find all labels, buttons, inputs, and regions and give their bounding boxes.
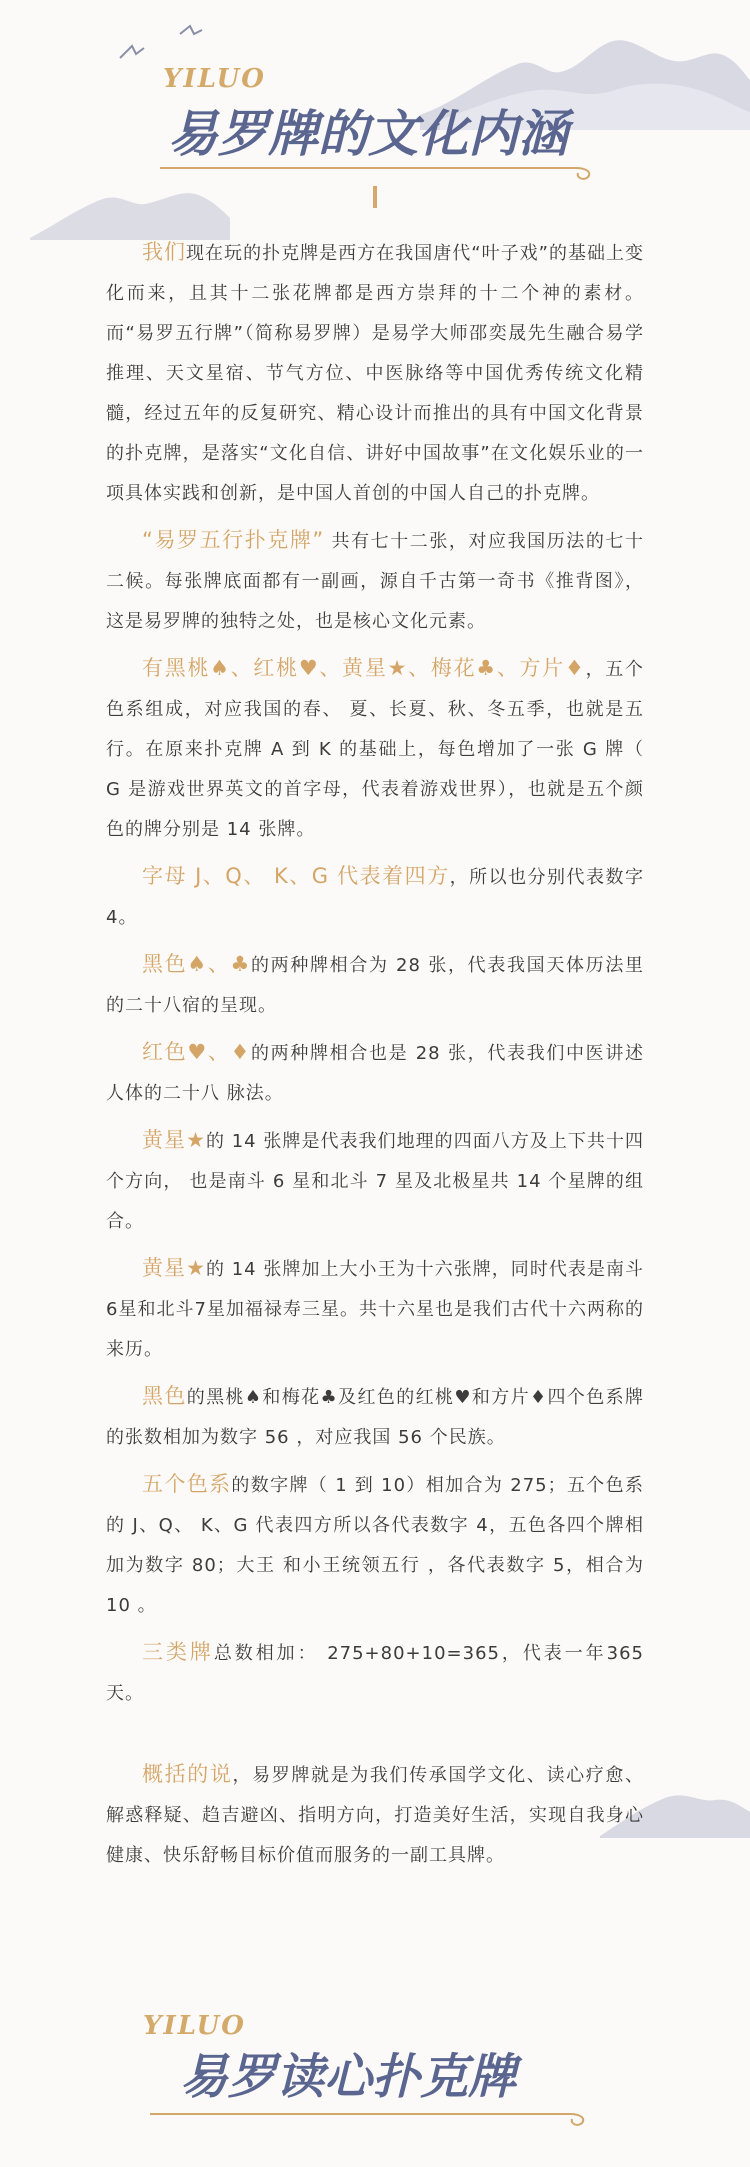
page-title: 易罗牌的文化内涵 (168, 104, 568, 163)
paragraph-text: 的 14 张牌是代表我们地理的四面八方及上下共十四个方向， 也是南斗 6 星和北斗 7 星及北极星共 14 个星牌的组合。 (106, 1131, 644, 1232)
paragraph-highlight: 黑色 (142, 1384, 187, 1408)
paragraph-highlight: 三类牌 (142, 1640, 214, 1664)
title-tick-mark (373, 186, 377, 208)
paragraph-highlight: 黄星★ (142, 1128, 206, 1152)
paragraph-highlight: 红色♥、♦ (142, 1040, 251, 1064)
paragraph-highlight: 有黑桃♠、红桃♥、黄星★、梅花♣、方片♦ (142, 656, 586, 680)
paragraph-text: ，五个色系组成，对应我国的春、 夏、长夏、秋、冬五季，也就是五行。在原来扑克牌 A 到 K 的基础上，每色增加了一张 G 牌（ G 是游戏世界英文的首字母，代表着游戏世界），也就是五个颜色的牌分别是 14 张牌。 (106, 659, 645, 840)
paragraph (106, 944, 644, 1026)
paragraph-text: ，所以也分别代表数字 4。 (106, 867, 645, 928)
footer-brand-label: YILUO (143, 2011, 246, 2041)
paragraph (106, 232, 644, 514)
paragraph-text: 的数字牌（ 1 到 10）相加合为 275；五个色系的 J、Q、 K、G 代表四方所以各代表数字 4，五色各四个牌相加为数字 80；大王 和小王统领五行 ，各代表数字 5，相合为 10 。 (106, 1475, 644, 1616)
paragraph-highlight: 五个色系 (142, 1472, 232, 1496)
paragraph-text: 的 14 张牌加上大小王为十六张牌，同时代表是南斗6星和北斗7星加福禄寿三星。共十六星也是我们古代十六两称的来历。 (106, 1259, 644, 1360)
paragraph-text: 总数相加： 275+80+10=365，代表一年365 天。 (106, 1643, 644, 1704)
paragraph-text: 的两种牌相合也是 28 张，代表我们中医讲述人体的二十八 脉法。 (106, 1043, 644, 1104)
article-body (106, 232, 644, 1882)
paragraph (106, 1376, 644, 1458)
birds-decoration (110, 20, 220, 70)
paragraph (106, 1632, 644, 1714)
title-underline (160, 158, 600, 182)
paragraph-text: 共有七十二张，对应我国历法的七十二候。每张牌底面都有一副画，源自千古第一奇书《推背图》，这是易罗牌的独特之处，也是核心文化元素。 (106, 531, 644, 632)
paragraph-highlight: 黄星★ (142, 1256, 206, 1280)
paragraph (106, 648, 644, 850)
paragraph (106, 1754, 644, 1876)
paragraph-text: 的黑桃♠和梅花♣及红色的红桃♥和方片♦四个色系牌的张数相加为数字 56 ，对应我国 56 个民族。 (106, 1387, 645, 1448)
paragraph-text: 现在玩的扑克牌是西方在我国唐代“叶子戏”的基础上变化而来，且其十二张花牌都是西方崇拜的十二个神的素材。而“易罗五行牌”（简称易罗牌）是易学大师邵奕晟先生融合易学推理、天文星宿、节气方位、中医脉络等中国优秀传统文化精髓，经过五年的反复研究、精心设计而推出的具有中国文化背景的扑克牌，是落实“文化自信、讲好中国故事”在文化娱乐业的一项具体实践和创新，是中国人首创的中国人自己的扑克牌。 (106, 243, 644, 504)
paragraph-highlight: 概括的说 (142, 1762, 233, 1786)
paragraph-text: ，易罗牌就是为我们传承国学文化、读心疗愈、解惑释疑、趋吉避凶、指明方向，打造美好生活，实现自我身心健康、快乐舒畅目标价值而服务的一副工具牌。 (106, 1765, 644, 1866)
paragraph (106, 1120, 644, 1242)
paragraph-highlight: “易罗五行扑克牌” (142, 528, 325, 552)
paragraph (106, 1248, 644, 1370)
paragraph-highlight: 黑色♠、♣ (142, 952, 251, 976)
footer-title: 易罗读心扑克牌 (180, 2049, 517, 2105)
paragraph-highlight: 我们 (142, 240, 187, 264)
paragraph (106, 856, 644, 938)
paragraph (106, 1464, 644, 1626)
paragraph (106, 1032, 644, 1114)
paragraph (106, 520, 644, 642)
footer-title-underline (150, 2104, 590, 2128)
brand-label: YILUO (163, 64, 266, 94)
paragraph-text: 的两种牌相合为 28 张，代表我国天体历法里的二十八宿的呈现。 (106, 955, 644, 1016)
paragraph-highlight: 字母 J、Q、 K、G 代表着四方 (142, 864, 450, 888)
